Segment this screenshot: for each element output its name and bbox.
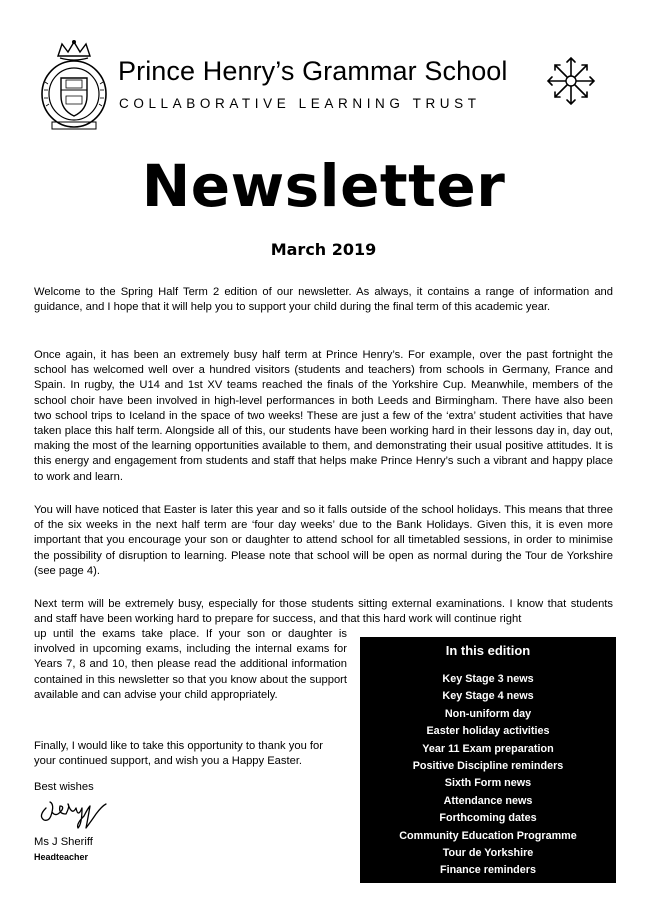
newsletter-title: Newsletter	[141, 152, 506, 220]
school-crest-icon	[36, 38, 112, 130]
edition-item: Community Education Programme	[399, 829, 577, 842]
edition-item: Easter holiday activities	[426, 725, 550, 738]
edition-item: Attendance news	[443, 794, 533, 807]
edition-item: Year 11 Exam preparation	[422, 742, 554, 755]
edition-item: Key Stage 4 news	[442, 690, 534, 703]
school-name: Prince Henry’s Grammar School	[118, 56, 508, 86]
newsletter-date: March 2019	[270, 240, 377, 259]
edition-item: Non-uniform day	[444, 707, 532, 720]
star-burst-icon	[546, 56, 596, 106]
signer-name: Ms J Sheriff	[34, 836, 93, 848]
edition-item: Sixth Form news	[444, 777, 532, 790]
next-term-paragraph-continued: up until the exams take place. If your son or daughter is involved in upcoming exams, including the internal exams for Years 7, 8 and 10, then please read the additional information contained in this newsletter so that you know about the support available and can advise your child appropriately.	[34, 628, 347, 701]
edition-item: Positive Discipline reminders	[412, 759, 564, 772]
trust-name: COLLABORATIVE LEARNING TRUST	[119, 96, 481, 111]
signoff-greeting: Best wishes	[34, 781, 94, 793]
edition-list	[360, 671, 616, 880]
easter-paragraph: You will have noticed that Easter is later this year and so it falls outside of the school holidays. This means that three of the six weeks in the next half term are ‘four day weeks’ due to the Bank Holidays. Given this, it is even more important that you encourage your son or daughter to attend school for all timetabled sessions, in order to minimise the possibility of disruption to learning. Please note that school will be open as normal during the Tour de Yorkshire (see page 4).	[34, 504, 613, 577]
intro-paragraph: Welcome to the Spring Half Term 2 edition of our newsletter. As always, it contains a range of information and guidance, and I hope that it will help you to support your child during the final term of this academic year.	[34, 286, 613, 314]
closing-paragraph: Finally, I would like to take this opportunity to thank you for your continued support, and wish you a Happy Easter.	[34, 740, 323, 768]
handwritten-signature	[36, 794, 108, 830]
edition-item: Tour de Yorkshire	[442, 846, 534, 859]
edition-title: In this edition	[445, 643, 531, 658]
busy-term-paragraph: Once again, it has been an extremely busy half term at Prince Henry’s. For example, over the past fortnight the school has welcomed well over a hundred visitors (students and teachers) from schools in Germany, France and Spain. In rugby, the U14 and 1st XV teams reached the finals of the Yorkshire Cup. Meanwhile, members of the school choir have been involved in high-level performances in both Leeds and Birmingham. There have also been two school trips to Iceland in the space of two weeks! These are just a few of the ‘extra’ student activities that have taken place this half term. Alongside all of this, our students have been working hard in their lessons day in, day out, making the most of the learning opportunities available to them, and demonstrating their usual positive attitudes. It is this energy and engagement from students and staff that helps make Prince Henry’s such a vibrant and happy place to work and learn.	[34, 349, 613, 483]
edition-item: Forthcoming dates	[439, 812, 537, 825]
next-term-paragraph: Next term will be extremely busy, especially for those students sitting external examinations. I know that students and staff have been working hard to prepare for success, and that this hard work will continue right	[34, 598, 613, 626]
edition-item: Finance reminders	[439, 864, 536, 877]
in-this-edition-box	[360, 637, 616, 883]
edition-item: Key Stage 3 news	[442, 673, 534, 685]
signer-role: Headteacher	[34, 852, 89, 862]
